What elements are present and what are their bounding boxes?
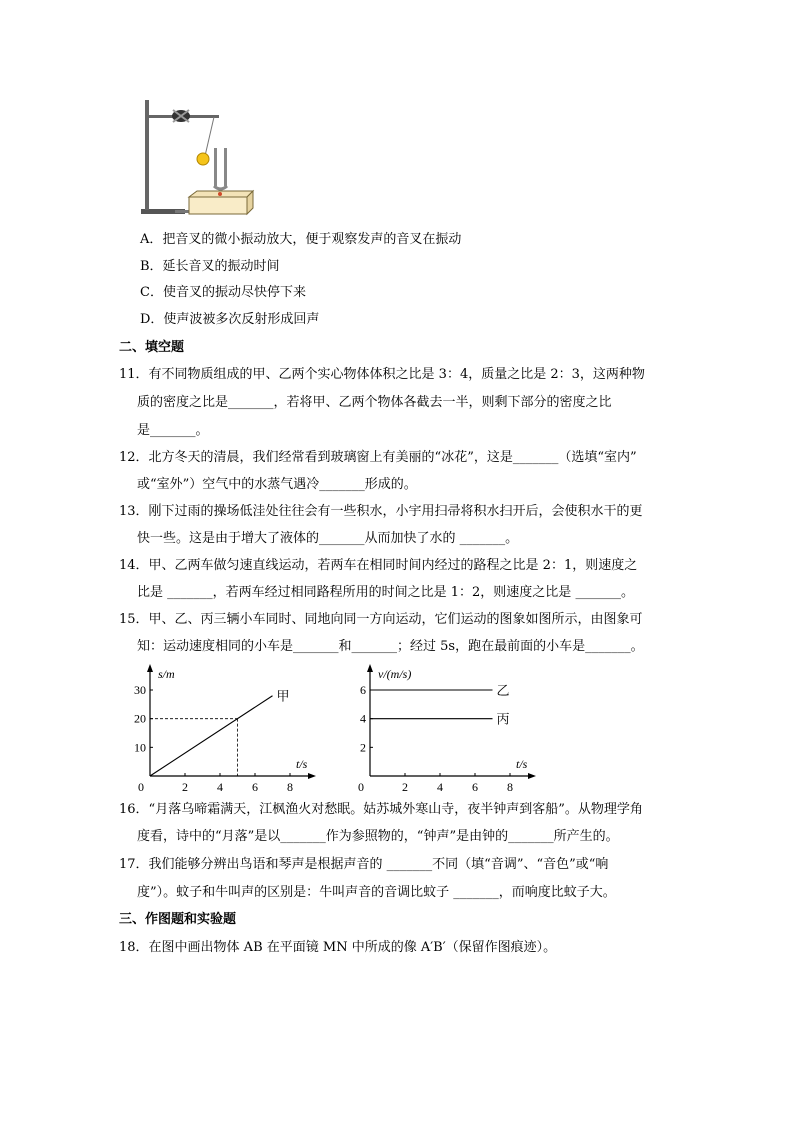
tuning-fork-apparatus-figure [135, 96, 265, 221]
x-axis-label: t/s [296, 757, 308, 771]
x-tick-label: 0 [138, 780, 144, 794]
y-tick-label: 10 [134, 740, 146, 755]
series-line [150, 696, 273, 776]
question-14-line-2: 比是 _______，若两车经过相同路程所用的时间之比是 1：2，则速度之比是 _______。 [137, 585, 634, 600]
question-13-line-2: 快一些。这是由于增大了液体的_______从而加快了水的 _______。 [137, 531, 519, 546]
section-drawing-experiment-heading: 三、作图题和实验题 [119, 912, 237, 927]
series-label: 乙 [496, 683, 510, 698]
x-tick-label: 0 [358, 780, 364, 794]
series-label: 丙 [496, 711, 510, 727]
question-17-line-2: 度”）。蚊子和牛叫声的区别是：牛叫声音的音调比蚊子 _______，而响度比蚊子大。 [137, 885, 616, 900]
y-tick-label: 20 [134, 711, 146, 726]
x-tick-label: 4 [217, 780, 223, 794]
option-d: D．使声波被多次反射形成回声 [140, 312, 320, 327]
question-16-line-1: 16．“月落乌啼霜满天，江枫渔火对愁眠。姑苏城外寒山寺，夜半钟声到客船”。从物理学角 [119, 802, 643, 817]
option-a: A．把音叉的微小振动放大，便于观察发声的音叉在振动 [140, 232, 462, 247]
s-t-graph [130, 662, 350, 794]
question-14-line-1: 14．甲、乙两车做匀速直线运动，若两车在相同时间内经过的路程之比是 2：1，则速度之 [119, 558, 638, 573]
option-c: C．使音叉的振动尽快停下来 [140, 285, 306, 300]
y-tick-label: 30 [134, 683, 146, 697]
y-axis-label: s/m [158, 667, 175, 681]
question-11-line-2: 质的密度之比是_______，若将甲、乙两个物体各截去一半，则剩下部分的密度之比 [137, 395, 612, 410]
y-tick-label: 6 [360, 683, 366, 697]
y-axis-arrow [367, 664, 373, 672]
question-17-line-1: 17．我们能够分辨出鸟语和琴声是根据声音的 _______不同（填“音调”、“音色”或“响 [119, 857, 609, 872]
option-b: B．延长音叉的振动时间 [140, 259, 280, 274]
question-13-line-1: 13．刚下过雨的操场低洼处往往会有一些积水，小宇用扫帚将积水扫开后，会使积水干的更 [119, 504, 643, 519]
x-axis-arrow [308, 773, 316, 779]
x-tick-label: 8 [287, 780, 293, 794]
y-tick-label: 2 [360, 740, 366, 755]
x-tick-label: 6 [252, 780, 258, 794]
x-tick-label: 6 [472, 780, 478, 794]
section-fill-blank-heading: 二、填空题 [119, 340, 185, 355]
question-15-line-1: 15．甲、乙、丙三辆小车同时、同地向同一方向运动，它们运动的图象如图所示，由图象可 [119, 612, 643, 627]
x-tick-label: 2 [182, 780, 188, 794]
x-tick-label: 8 [507, 780, 513, 794]
x-tick-label: 4 [437, 780, 443, 794]
question-11-line-3: 是_______。 [137, 423, 209, 438]
x-axis-arrow [528, 773, 536, 779]
y-axis-label: v/(m/s) [378, 667, 412, 681]
question-15-line-2: 知：运动速度相同的小车是_______和_______；经过 5s，跑在最前面的小车是_______。 [137, 639, 644, 654]
question-18: 18．在图中画出物体 AB 在平面镜 MN 中所成的像 A′B′（保留作图痕迹）。 [119, 940, 557, 955]
question-11-line-1: 11．有不同物质组成的甲、乙两个实心物体体积之比是 3：4，质量之比是 2：3，这两种物 [119, 367, 645, 382]
question-16-line-2: 度看，诗中的“月落”是以_______作为参照物的，“钟声”是由钟的_______所产生的。 [137, 829, 619, 844]
x-tick-label: 2 [402, 780, 408, 794]
v-t-graph [350, 662, 580, 794]
question-12-line-2: 或“室外”）空气中的水蒸气遇冷_______形成的。 [137, 477, 417, 492]
x-axis-label: t/s [516, 757, 528, 771]
question-12-line-1: 12．北方冬天的清晨，我们经常看到玻璃窗上有美丽的“冰花”，这是_______（选填“室内” [119, 450, 637, 465]
y-tick-label: 4 [360, 711, 366, 726]
y-axis-arrow [147, 664, 153, 672]
series-label: 甲 [276, 688, 290, 704]
